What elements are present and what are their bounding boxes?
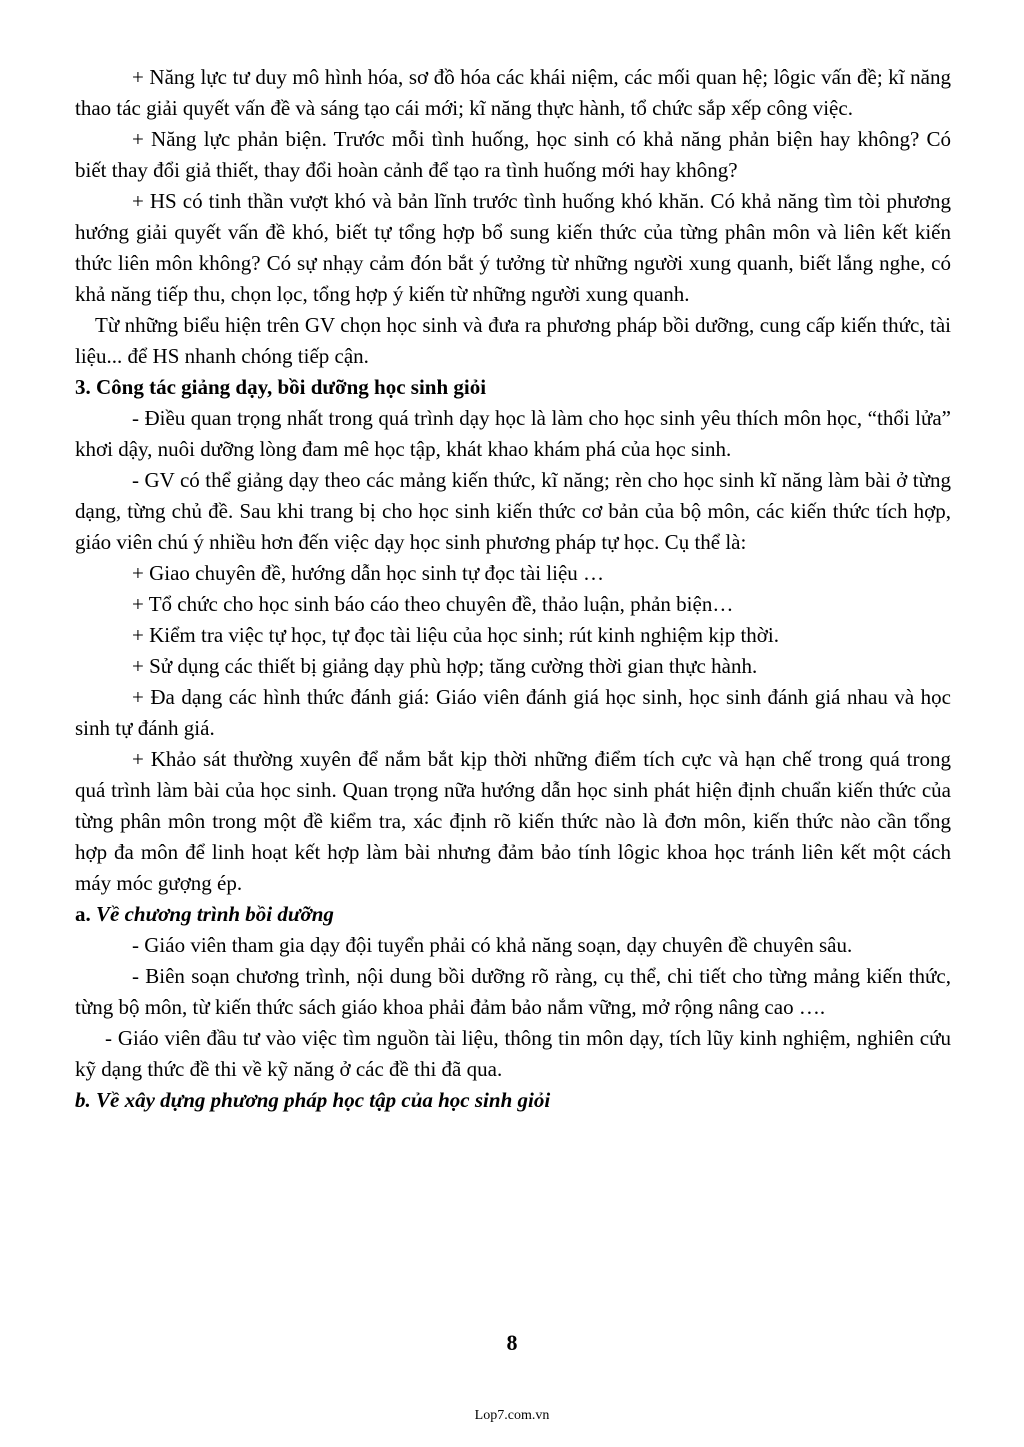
list-item-assign-topics: + Giao chuyên đề, hướng dẫn học sinh tự đọc tài liệu … — [132, 561, 605, 585]
paragraph-modeling-competence: + Năng lực tư duy mô hình hóa, sơ đồ hóa các khái niệm, các mối quan hệ; lôgic vấn đề; kĩ năng thao tác giải quyết vấn đề và sáng tạo cái mới; kĩ năng thực hành, tổ chức sắp xếp công việc. — [75, 65, 951, 120]
paragraph-teaching-skills: - GV có thể giảng dạy theo các mảng kiến thức, kĩ năng; rèn cho học sinh kĩ năng làm bài ở từng dạng, từng chủ đề. Sau khi trang bị cho học sinh kiến thức cơ bản của bộ môn, các kiến thức tích hợp, giáo viên chú ý nhiều hơn đến việc dạy học sinh phương pháp tự học. Cụ thể là: — [75, 468, 951, 554]
list-item-student-reports: + Tổ chức cho học sinh báo cáo theo chuyên đề, thảo luận, phản biện… — [132, 592, 734, 616]
subheading-a-letter: a. — [75, 902, 91, 926]
list-item-check-self-study: + Kiểm tra việc tự học, tự đọc tài liệu của học sinh; rút kinh nghiệm kịp thời. — [132, 623, 779, 647]
paragraph-teacher-investment: - Giáo viên đầu tư vào việc tìm nguồn tài liệu, thông tin môn dạy, tích lũy kinh nghiệm, nghiên cứu kỹ dạng thức đề thi về kỹ năng ở các đề thi đã qua. — [75, 1026, 951, 1081]
section-heading-3: 3. Công tác giảng dạy, bồi dưỡng học sinh giỏi — [75, 375, 487, 399]
paragraph-critical-competence: + Năng lực phản biện. Trước mỗi tình huống, học sinh có khả năng phản biện hay không? Có biết thay đổi giả thiết, thay đổi hoàn cảnh để tạo ra tình huống mới hay không? — [75, 127, 951, 182]
document-body — [75, 62, 951, 1116]
list-item-assessment-forms: + Đa dạng các hình thức đánh giá: Giáo viên đánh giá học sinh, học sinh đánh giá nhau và học sinh tự đánh giá. — [75, 685, 951, 740]
subheading-a-text: Về chương trình bồi dưỡng — [90, 902, 334, 926]
subheading-a — [75, 899, 951, 930]
list-item-teaching-equipment: + Sử dụng các thiết bị giảng dạy phù hợp; tăng cường thời gian thực hành. — [132, 654, 758, 678]
paragraph-compile-program: - Biên soạn chương trình, nội dung bồi dưỡng rõ ràng, cụ thể, chi tiết cho từng mảng kiến thức, từng bộ môn, từ kiến thức sách giáo khoa phải đảm bảo nắm vững, mở rộng nâng cao …. — [75, 964, 951, 1019]
subheading-b: b. Về xây dựng phương pháp học tập của học sinh giỏi — [75, 1088, 551, 1112]
page-number: 8 — [506, 1330, 518, 1355]
list-item-regular-survey: + Khảo sát thường xuyên để nắm bắt kịp thời những điểm tích cực và hạn chế trong quá trong quá trình làm bài của học sinh. Quan trọng nữa hướng dẫn học sinh phát hiện định chuẩn kiến thức của từng phân môn trong một đề kiểm tra, xác định rõ kiến thức nào là đơn môn, kiến thức nào cần tổng hợp đa môn để linh hoạt kết hợp làm bài nhưng đảm bảo tính lôgic khoa học tránh liên kết một cách máy móc gượng ép. — [75, 747, 951, 895]
paragraph-inspire-students: - Điều quan trọng nhất trong quá trình dạy học là làm cho học sinh yêu thích môn học, “thổi lửa” khơi dậy, nuôi dưỡng lòng đam mê học tập, khát khao khám phá của học sinh. — [75, 406, 951, 461]
paragraph-perseverance: + HS có tinh thần vượt khó và bản lĩnh trước tình huống khó khăn. Có khả năng tìm tòi phương hướng giải quyết vấn đề khó, biết tự tổng hợp bổ sung kiến thức của từng phân môn và liên kết kiến thức liên môn không? Có sự nhạy cảm đón bắt ý tưởng từ những người xung quanh, biết lắng nghe, có khả năng tiếp thu, chọn lọc, tổng hợp ý kiến từ những người xung quanh. — [75, 189, 951, 306]
footer-site: Lop7.com.vn — [474, 1408, 550, 1423]
paragraph-team-teachers: - Giáo viên tham gia dạy đội tuyển phải có khả năng soạn, dạy chuyên đề chuyên sâu. — [132, 933, 853, 957]
paragraph-conclusion: Từ những biểu hiện trên GV chọn học sinh và đưa ra phương pháp bồi dưỡng, cung cấp kiến thức, tài liệu... để HS nhanh chóng tiếp cận. — [75, 313, 951, 368]
